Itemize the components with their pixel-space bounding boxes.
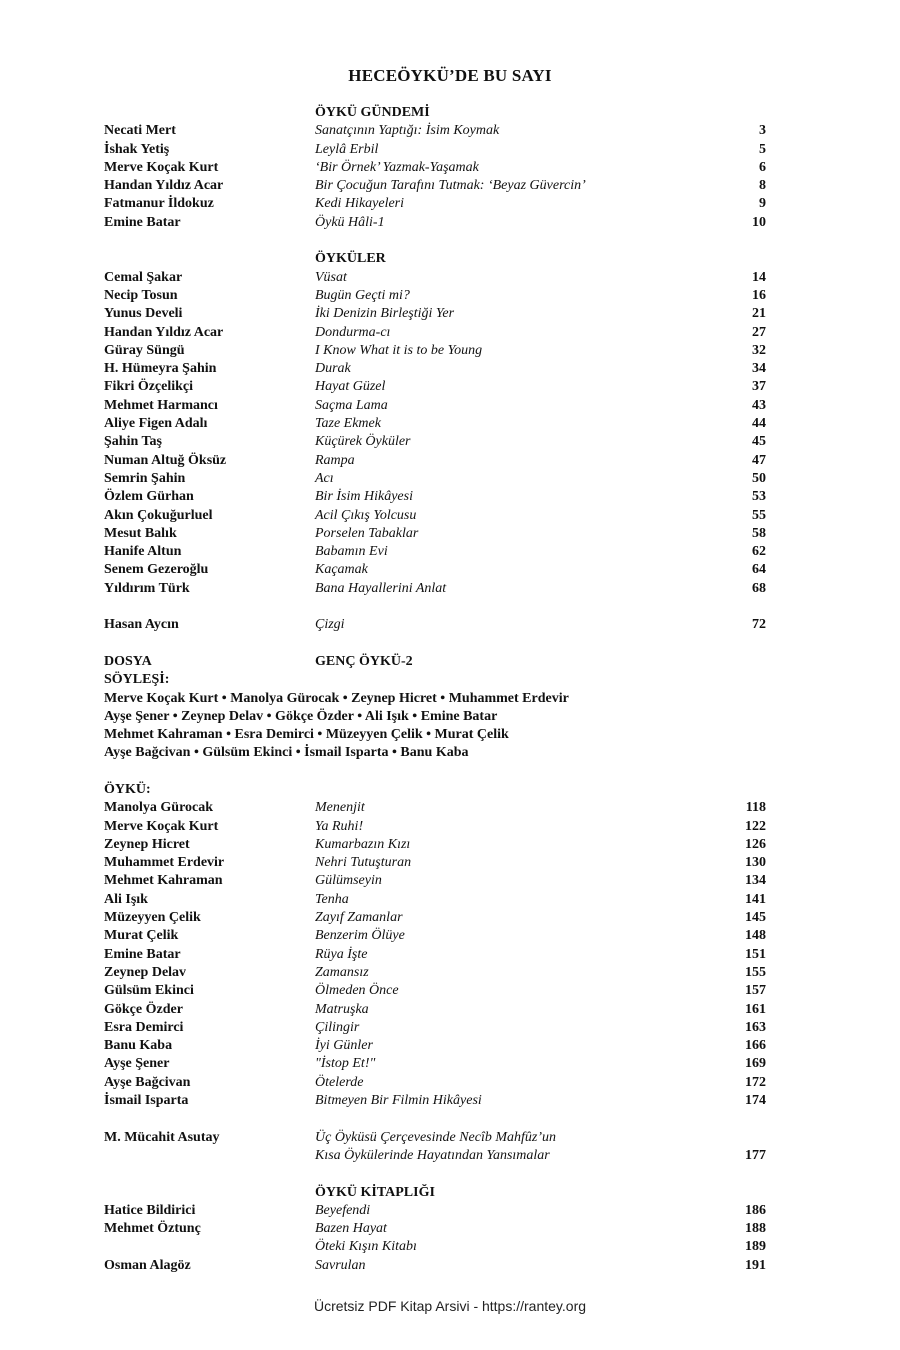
toc-entry — [104, 452, 766, 470]
entry-author: Cemal Şakar — [104, 269, 183, 285]
toc-entry — [104, 543, 766, 561]
oykuler-list — [104, 269, 766, 598]
entry-page: 68 — [752, 580, 766, 596]
toc-entry — [104, 818, 766, 836]
toc-entry — [104, 342, 766, 360]
entry-author: Manolya Gürocak — [104, 800, 214, 816]
entry-author: Emine Batar — [104, 214, 181, 230]
section-heading-kitaplik: ÖYKÜ KİTAPLIĞI — [315, 1184, 435, 1200]
entry-page: 44 — [752, 416, 766, 432]
entry-page: 145 — [745, 910, 766, 926]
entry-page: 10 — [752, 214, 766, 230]
toc-entry — [104, 927, 766, 945]
toc-entry — [104, 324, 766, 342]
entry-author: H. Hümeyra Şahin — [104, 361, 217, 377]
entry-title: Ölmeden Önce — [315, 983, 399, 999]
toc-entry — [104, 946, 766, 964]
toc-entry — [104, 141, 766, 159]
entry-author: Banu Kaba — [104, 1038, 173, 1054]
entry-title: Çizgi — [315, 617, 345, 633]
entry-page: 21 — [752, 306, 766, 322]
entry-title: Tenha — [315, 891, 349, 907]
entry-title: Acil Çıkış Yolcusu — [315, 507, 417, 523]
entry-author: İsmail Isparta — [104, 1093, 189, 1109]
entry-title: I Know What it is to be Young — [315, 342, 483, 358]
dosya-label: DOSYA — [104, 653, 152, 669]
section-heading-genc-oyku: GENÇ ÖYKÜ-2 — [315, 653, 413, 669]
entry-author: Ali Işık — [104, 891, 148, 907]
entry-author: Necip Tosun — [104, 287, 178, 303]
entry-page: 161 — [745, 1001, 766, 1017]
entry-page: 177 — [745, 1147, 766, 1163]
entry-page: 8 — [759, 178, 766, 194]
toc-entry — [104, 1019, 766, 1037]
entry-author: Muhammet Erdevir — [104, 855, 225, 871]
entry-author: Ayşe Bağcivan — [104, 1074, 191, 1090]
section-heading-gundem: ÖYKÜ GÜNDEMİ — [315, 105, 430, 120]
entry-author: Mehmet Harmancı — [104, 397, 218, 413]
entry-title: Porselen Tabaklar — [315, 525, 419, 541]
toc-entry-continuation — [104, 1147, 766, 1165]
dosya-heading-row — [104, 653, 766, 671]
entry-title: Dondurma-cı — [315, 324, 391, 340]
toc-entry — [104, 1055, 766, 1073]
entry-title: Babamın Evi — [315, 544, 388, 560]
toc-entry — [104, 561, 766, 579]
entry-title: "İstop Et!" — [315, 1056, 376, 1072]
entry-title: Beyefendi — [315, 1202, 371, 1218]
entry-page: 126 — [745, 836, 766, 852]
entry-author: Senem Gezeroğlu — [104, 562, 209, 578]
entry-title: ‘Bir Örnek’ Yazmak-Yaşamak — [315, 159, 479, 175]
toc-entry — [104, 360, 766, 378]
toc-entry — [104, 195, 766, 213]
toc-entry — [104, 269, 766, 287]
entry-title: Kumarbazın Kızı — [315, 836, 411, 852]
entry-title: Taze Ekmek — [315, 416, 381, 432]
toc-entry — [104, 397, 766, 415]
entry-page: 53 — [752, 489, 766, 505]
section-heading-oykuler: ÖYKÜLER — [315, 251, 386, 267]
entry-page: 163 — [745, 1019, 766, 1035]
entry-author: M. Mücahit Asutay — [104, 1129, 220, 1145]
entry-author: Mehmet Öztunç — [104, 1221, 201, 1237]
soylesi-line: Mehmet Kahraman • Esra Demirci • Müzeyyen Çelik • Murat Çelik — [104, 727, 509, 743]
entry-author: Zeynep Hicret — [104, 836, 190, 852]
entry-title: Bugün Geçti mi? — [315, 287, 410, 303]
entry-page: 3 — [759, 123, 766, 139]
entry-author: Semrin Şahin — [104, 470, 186, 486]
entry-page: 5 — [759, 141, 766, 157]
entry-author: İshak Yetiş — [104, 141, 170, 157]
entry-author: Necati Mert — [104, 123, 176, 139]
entry-author: Fatmanur İldokuz — [104, 196, 214, 212]
entry-author: Merve Koçak Kurt — [104, 818, 219, 834]
toc-entry — [104, 122, 766, 140]
entry-page: 58 — [752, 525, 766, 541]
entry-author: Fikri Özçelikçi — [104, 379, 194, 395]
entry-page: 189 — [745, 1239, 766, 1255]
entry-page: 130 — [745, 855, 766, 871]
entry-title: Nehri Tutuşturan — [315, 855, 412, 871]
entry-page: 166 — [745, 1038, 766, 1054]
entry-page: 9 — [759, 196, 766, 212]
entry-page: 62 — [752, 544, 766, 560]
entry-title: Saçma Lama — [315, 397, 388, 413]
kitaplik-list — [104, 1202, 766, 1275]
entry-page: 34 — [752, 361, 766, 377]
toc-entry — [104, 214, 766, 232]
toc-entry — [104, 1074, 766, 1092]
toc-entry — [104, 964, 766, 982]
entry-author: Handan Yıldız Acar — [104, 324, 224, 340]
entry-author: Ayşe Şener — [104, 1056, 170, 1072]
toc-entry — [104, 1202, 766, 1220]
footer-text: Ücretsiz PDF Kitap Arsivi - https://rantey.org — [313, 1298, 587, 1314]
entry-author: Akın Çokuğurluel — [104, 507, 213, 523]
toc-entry — [104, 872, 766, 890]
entry-page: 32 — [752, 342, 766, 358]
soylesi-label: SÖYLEŞİ: — [104, 672, 170, 688]
entry-title: Acı — [315, 470, 334, 486]
entry-page: 148 — [745, 928, 766, 944]
toc-entry — [104, 799, 766, 817]
entry-page: 43 — [752, 397, 766, 413]
entry-title: Zamansız — [315, 964, 369, 980]
entry-page: 64 — [752, 562, 766, 578]
toc-entry — [104, 1220, 766, 1238]
entry-title: Ötelerde — [315, 1074, 364, 1090]
entry-page: 14 — [752, 269, 766, 285]
entry-author: Murat Çelik — [104, 928, 179, 944]
entry-title: Öykü Hâli-1 — [315, 214, 385, 230]
entry-author: Gökçe Özder — [104, 1001, 183, 1017]
entry-author: Numan Altuğ Öksüz — [104, 452, 227, 468]
entry-title: Menenjit — [315, 800, 365, 816]
entry-page: 6 — [759, 159, 766, 175]
entry-page: 27 — [752, 324, 766, 340]
entry-title: Küçürek Öyküler — [315, 434, 411, 450]
toc-entry — [104, 854, 766, 872]
entry-page: 174 — [745, 1093, 766, 1109]
entry-page: 45 — [752, 434, 766, 450]
toc-entry — [104, 1257, 766, 1275]
toc-entry — [104, 1238, 766, 1256]
toc-entry — [104, 305, 766, 323]
entry-title: Zayıf Zamanlar — [315, 910, 403, 926]
entry-title: Sanatçının Yaptığı: İsim Koymak — [315, 123, 500, 139]
entry-page: 16 — [752, 287, 766, 303]
entry-author: Merve Koçak Kurt — [104, 159, 219, 175]
entry-page: 50 — [752, 470, 766, 486]
entry-page: 157 — [745, 983, 766, 999]
section-heading-row — [104, 1184, 766, 1202]
entry-page: 47 — [752, 452, 766, 468]
entry-title: Benzerim Ölüye — [315, 928, 405, 944]
entry-author: Mehmet Kahraman — [104, 873, 223, 889]
entry-title: Rüya İşte — [315, 946, 368, 962]
entry-author: Şahin Taş — [104, 434, 162, 450]
entry-author: Yunus Develi — [104, 306, 183, 322]
entry-page: 141 — [745, 891, 766, 907]
entry-title: Kaçamak — [315, 562, 368, 578]
toc-entry — [104, 1001, 766, 1019]
entry-title: Kısa Öykülerinde Hayatından Yansımalar — [315, 1147, 550, 1163]
entry-author: Osman Alagöz — [104, 1257, 191, 1273]
toc-entry — [104, 580, 766, 598]
entry-author: Zeynep Delav — [104, 964, 187, 980]
toc-entry — [104, 159, 766, 177]
soylesi-line: Ayşe Bağcivan • Gülsüm Ekinci • İsmail Isparta • Banu Kaba — [104, 745, 469, 761]
entry-title: Vüsat — [315, 269, 347, 285]
entry-author: Müzeyyen Çelik — [104, 910, 201, 926]
entry-title: Bazen Hayat — [315, 1221, 387, 1237]
entry-title: Leylâ Erbil — [315, 141, 379, 157]
section-heading-row — [104, 104, 766, 122]
toc-entry — [104, 836, 766, 854]
entry-page: 72 — [752, 617, 766, 633]
toc-entry — [104, 488, 766, 506]
entry-title: Bir İsim Hikâyesi — [315, 489, 413, 505]
toc-entry — [104, 415, 766, 433]
entry-author: Özlem Gürhan — [104, 489, 194, 505]
entry-title: Matruşka — [315, 1001, 369, 1017]
entry-title: Üç Öyküsü Çerçevesinde Necîb Mahfûz’un — [315, 1129, 557, 1145]
entry-title: Ya Ruhi! — [315, 818, 364, 834]
toc-entry — [104, 507, 766, 525]
soylesi-line: Ayşe Şener • Zeynep Delav • Gökçe Özder • Ali Işık • Emine Batar — [104, 708, 498, 724]
entry-author: Emine Batar — [104, 946, 181, 962]
entry-page: 122 — [745, 818, 766, 834]
entry-page: 188 — [745, 1221, 766, 1237]
entry-page: 169 — [745, 1056, 766, 1072]
entry-author: Hasan Aycın — [104, 617, 179, 633]
entry-title: Bana Hayallerini Anlat — [315, 580, 447, 596]
toc-entry — [104, 1037, 766, 1055]
entry-title: Durak — [315, 361, 351, 377]
toc-entry — [104, 378, 766, 396]
page-title: HECEÖYKÜ’DE BU SAYI — [348, 66, 552, 85]
entry-title: Kedi Hikayeleri — [315, 196, 405, 212]
entry-author: Yıldırım Türk — [104, 580, 190, 596]
entry-author: Handan Yıldız Acar — [104, 178, 224, 194]
entry-title: Bir Çocuğun Tarafını Tutmak: ‘Beyaz Güvercin’ — [315, 178, 586, 194]
entry-page: 134 — [745, 873, 766, 889]
entry-title: İki Denizin Birleştiği Yer — [315, 306, 455, 322]
entry-page: 55 — [752, 507, 766, 523]
entry-title: Gülümseyin — [315, 873, 382, 889]
soylesi-line: Merve Koçak Kurt • Manolya Gürocak • Zeynep Hicret • Muhammet Erdevir — [104, 690, 569, 706]
toc-entry — [104, 177, 766, 195]
entry-author: Esra Demirci — [104, 1019, 184, 1035]
toc-entry — [104, 891, 766, 909]
dosya-oyku-list — [104, 799, 766, 1110]
entry-page: 151 — [745, 946, 766, 962]
section-heading-row — [104, 250, 766, 268]
entry-page: 155 — [745, 964, 766, 980]
entry-author: Gülsüm Ekinci — [104, 983, 194, 999]
entry-author: Hanife Altun — [104, 544, 182, 560]
entry-title: Öteki Kışın Kitabı — [315, 1239, 417, 1255]
toc-entry — [104, 287, 766, 305]
entry-page: 172 — [745, 1074, 766, 1090]
entry-title: Rampa — [315, 452, 355, 468]
entry-title: Hayat Güzel — [315, 379, 386, 395]
entry-page: 186 — [745, 1202, 766, 1218]
toc-entry — [104, 433, 766, 451]
toc-entry — [104, 616, 766, 634]
toc-entry — [104, 1092, 766, 1110]
gundem-list — [104, 122, 766, 232]
entry-author: Güray Süngü — [104, 342, 185, 358]
toc-entry — [104, 909, 766, 927]
oyku-label: ÖYKÜ: — [104, 781, 151, 797]
entry-page: 191 — [745, 1257, 766, 1273]
toc-entry — [104, 982, 766, 1000]
entry-author: Aliye Figen Adalı — [104, 416, 208, 432]
table-of-contents — [104, 104, 766, 1275]
entry-title: İyi Günler — [315, 1038, 373, 1054]
entry-page: 37 — [752, 379, 766, 395]
entry-title: Savrulan — [315, 1257, 366, 1273]
entry-title: Bitmeyen Bir Filmin Hikâyesi — [315, 1093, 482, 1109]
toc-entry — [104, 1129, 766, 1147]
toc-entry — [104, 470, 766, 488]
entry-title: Çilingir — [315, 1019, 360, 1035]
entry-author: Hatice Bildirici — [104, 1202, 196, 1218]
toc-entry — [104, 525, 766, 543]
entry-page: 118 — [745, 800, 766, 816]
entry-author: Mesut Balık — [104, 525, 177, 541]
